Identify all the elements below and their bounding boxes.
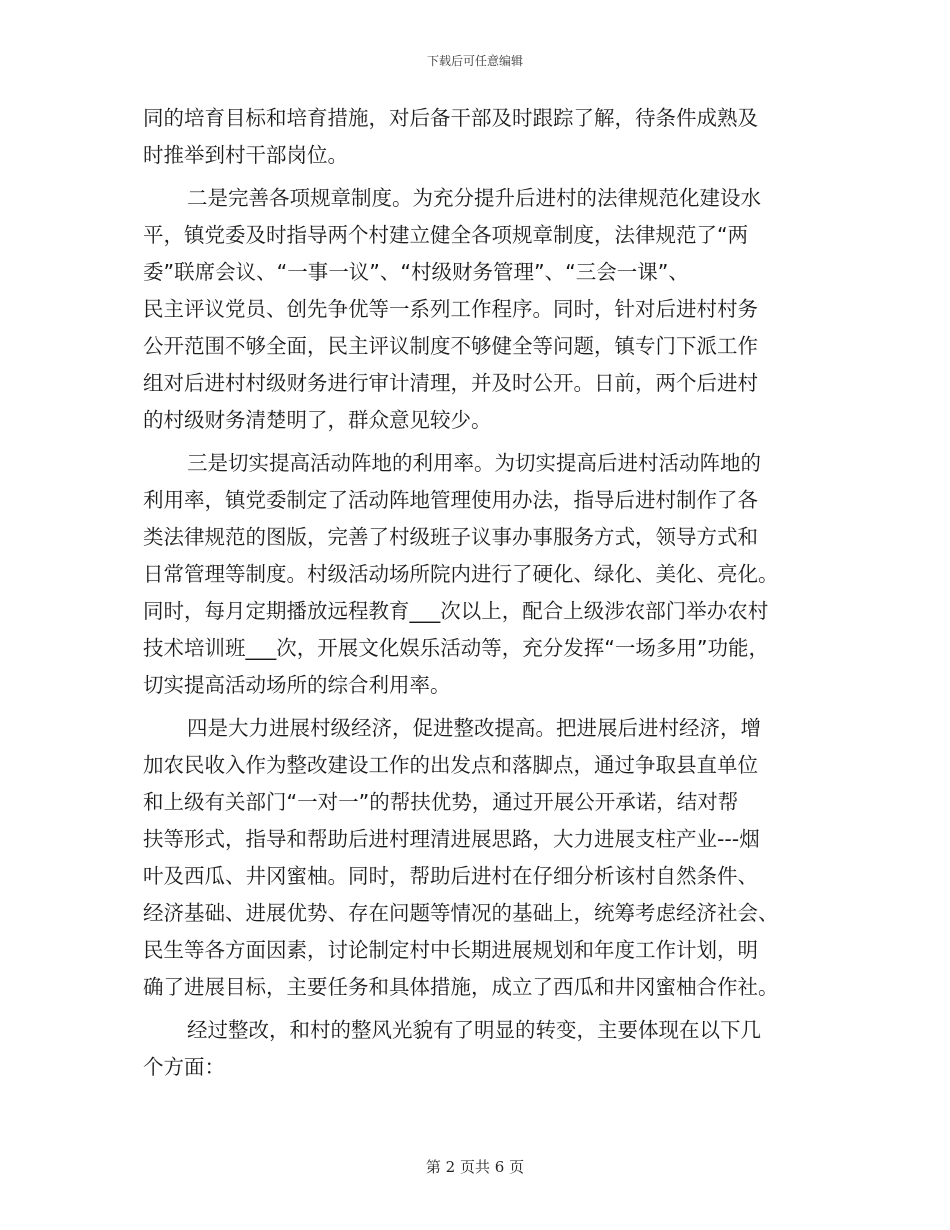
text-line: 扶等形式，指导和帮助后进村理清进展思路，大力进展支柱产业---烟 [143,827,760,851]
text-line: 公开范围不够全面，民主评议制度不够健全等问题，镇专门下派工作 [143,334,758,358]
text-line: 叶及西瓜、井冈蜜柚。同时，帮助后进村在仔细分析该村自然条件、 [143,864,758,888]
text-line: 民生等各方面因素，讨论制定村中长期进展规划和年度工作计划，明 [143,938,758,962]
text-line: 切实提高活动场所的综合利用率。 [143,673,451,697]
text-line: 和上级有关部门“一对一”的帮扶优势，通过开展公开承诺，结对帮 [143,790,739,814]
document-body [143,100,815,1086]
text-line: 技术培训班___次，开展文化娱乐活动等，充分发挥“一场多用”功能， [143,636,769,660]
text-line: 日常管理等制度。村级活动场所院内进行了硬化、绿化、美化、亮化。 [143,562,779,586]
text-line: 三是切实提高活动阵地的利用率。为切实提高后进村活动阵地的 [187,451,761,475]
text-line: 同的培育目标和培育措施，对后备干部及时跟踪了解，待条件成熟及 [143,106,758,130]
page-header: 下载后可任意编辑 [426,54,523,68]
text-line: 民主评议党员、创先争优等一系列工作程序。同时，针对后进村村务 [143,297,758,321]
text-line: 经济基础、进展优势、存在问题等情况的基础上，统筹考虑经济社会、 [143,901,779,925]
text-line: 同时，每月定期播放远程教育___次以上，配合上级涉农部门举办农村 [143,599,769,623]
text-line: 组对后进村村级财务进行审计清理，并及时公开。日前，两个后进村 [143,371,758,395]
page-footer: 第 2 页共 6 页 [425,1158,525,1176]
paragraph [143,1012,815,1086]
text-line: 时推举到村干部岗位。 [143,143,348,167]
text-line: 二是完善各项规章制度。为充分提升后进村的法律规范化建设水 [187,186,761,210]
paragraph [143,180,815,439]
text-line: 确了进展目标，主要任务和具体措施，成立了西瓜和井冈蜜柚合作社。 [143,975,779,999]
text-line: 加农民收入作为整改建设工作的出发点和落脚点，通过争取县直单位 [143,753,758,777]
paragraph [143,100,815,174]
text-line: 的村级财务清楚明了，群众意见较少。 [143,408,492,432]
text-line: 四是大力进展村级经济，促进整改提高。把进展后进村经济，增 [187,716,761,740]
paragraph [143,710,815,1006]
text-line: 经过整改，和村的整风光貌有了明显的转变，主要体现在以下几 [187,1018,761,1042]
paragraph [143,445,815,704]
text-line: 类法律规范的图版，完善了村级班子议事办事服务方式，领导方式和 [143,525,758,549]
text-line: 委”联席会议、“一事一议”、“村级财务管理”、“三会一课”、 [143,260,689,284]
text-line: 平，镇党委及时指导两个村建立健全各项规章制度，法律规范了“两 [143,223,749,247]
text-line: 个方面： [143,1055,225,1079]
text-line: 利用率，镇党委制定了活动阵地管理使用办法，指导后进村制作了各 [143,488,758,512]
